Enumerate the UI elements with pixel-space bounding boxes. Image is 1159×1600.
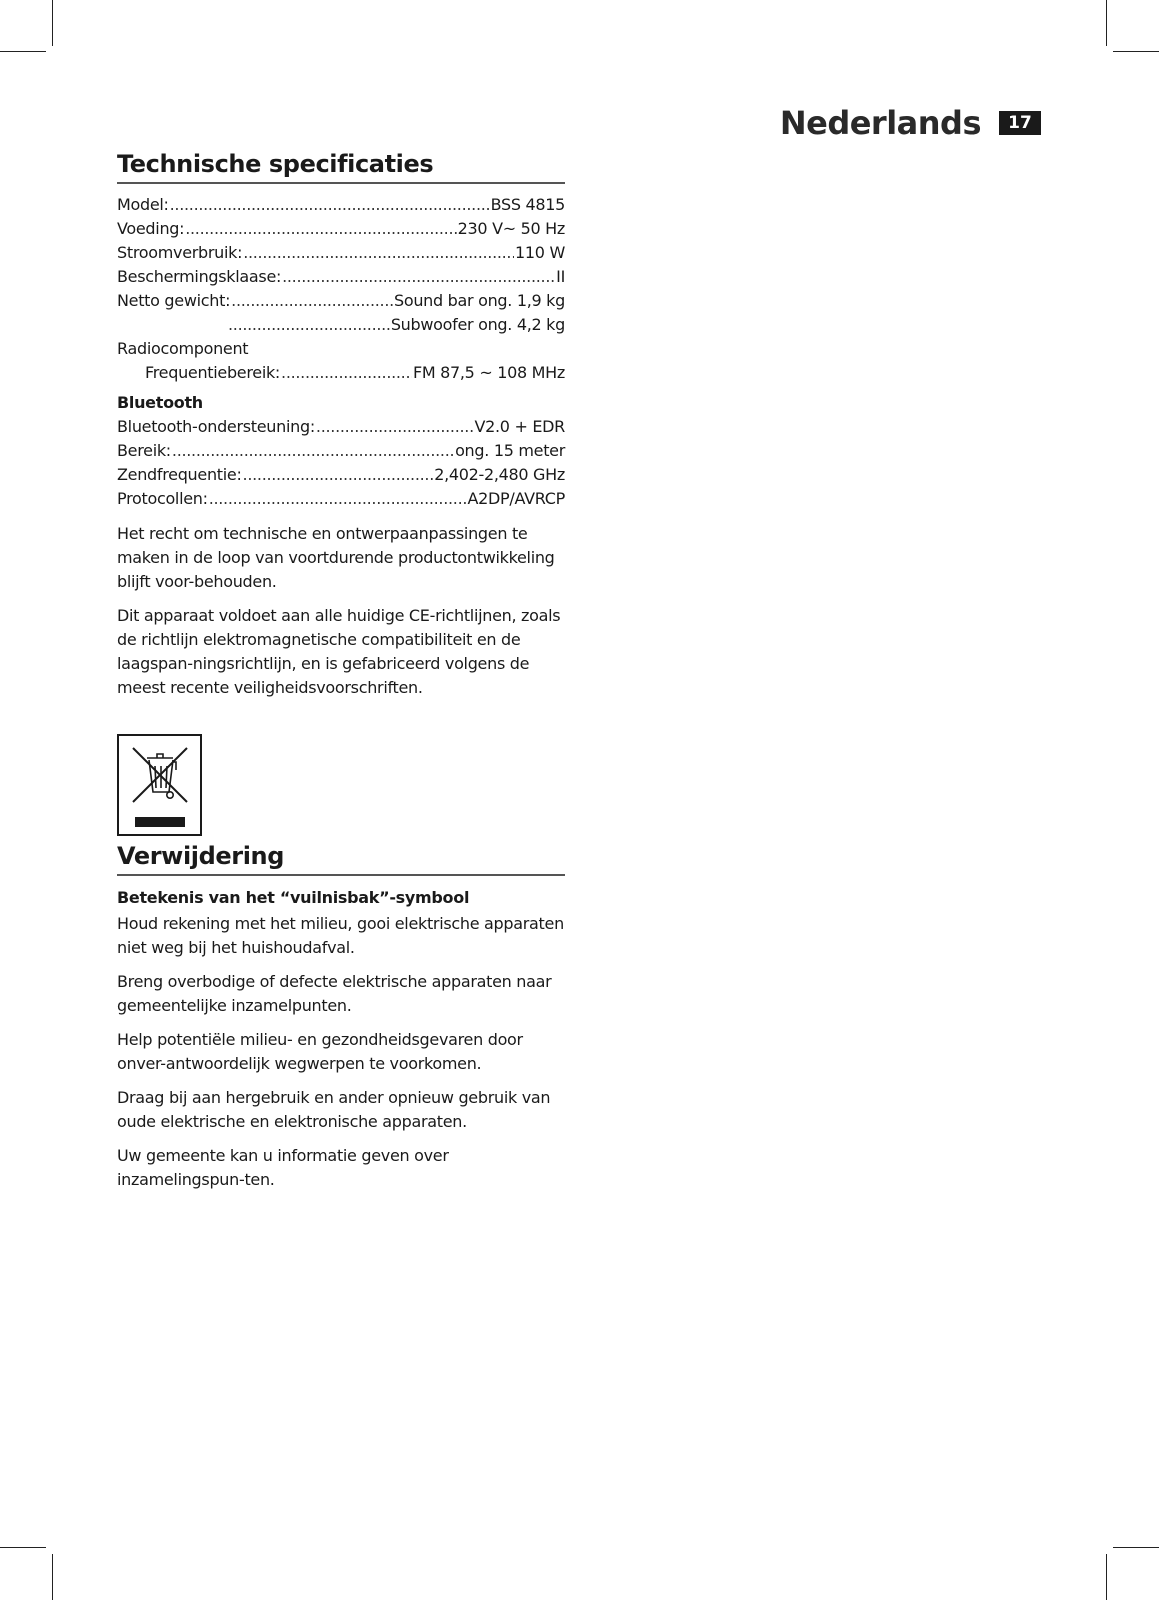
spec-row — [117, 415, 565, 439]
spec-row — [117, 265, 565, 289]
spec-value: 2,402-2,480 GHz — [434, 465, 565, 484]
spec-value: 230 V~ 50 Hz — [457, 219, 565, 238]
disposal-title: Verwijdering — [117, 842, 565, 876]
disposal-paragraph: Help potentiële milieu- en gezondheidsgevaren door onver-antwoordelijk wegwerpen te voorkomen. — [117, 1030, 523, 1073]
spec-label: Beschermingsklaase: — [117, 267, 282, 286]
spec-label: Stroomverbruik: — [117, 243, 243, 262]
spec-value: BSS 4815 — [490, 195, 565, 214]
spec-value: Sound bar ong. 1,9 kg — [393, 291, 565, 310]
spec-label: Model: — [117, 195, 169, 214]
spec-value: Subwoofer ong. 4,2 kg — [390, 315, 565, 334]
crop-mark — [1106, 1554, 1107, 1600]
ce-paragraph: Dit apparaat voldoet aan alle huidige CE-richtlijnen, zoals de richtlijn elektromagnetische compatibiliteit en de laagspan-ningsrichtlijn, en is gefabriceerd volgens de meest recente veiligheidsvoorschriften. — [117, 606, 561, 697]
spec-row — [117, 487, 565, 511]
crop-mark — [0, 51, 46, 52]
spec-row — [117, 463, 565, 487]
page-number: 17 — [999, 111, 1041, 135]
spec-note-paragraph: Het recht om technische en ontwerpaanpassingen te maken in de loop van voortdurende productontwikkeling blijft voor-behouden. — [117, 524, 555, 591]
disposal-subtitle: Betekenis van het “vuilnisbak”-symbool — [117, 888, 470, 907]
tech-specs-section — [117, 150, 565, 700]
spec-row — [117, 361, 565, 385]
spec-value: ong. 15 meter — [455, 441, 565, 460]
spec-label: Bereik: — [117, 441, 171, 460]
page-header — [780, 104, 1041, 142]
crop-mark — [0, 1547, 46, 1548]
spec-value: 110 W — [515, 243, 565, 262]
crop-mark — [1113, 1547, 1159, 1548]
spec-row — [117, 313, 565, 337]
radio-label: Radiocomponent — [117, 339, 249, 358]
spec-label: Bluetooth-ondersteuning: — [117, 417, 315, 436]
disposal-paragraph: Uw gemeente kan u informatie geven over inzamelingspun-ten. — [117, 1146, 449, 1189]
spec-label: Frequentiebereik: — [145, 363, 281, 382]
spec-value: II — [556, 267, 565, 286]
spec-value: A2DP/AVRCP — [467, 489, 565, 508]
disposal-paragraph: Breng overbodige of defecte elektrische apparaten naar gemeentelijke inzamelpunten. — [117, 972, 552, 1015]
disposal-paragraph: Draag bij aan hergebruik en ander opnieuw gebruik van oude elektrische en elektronische apparaten. — [117, 1088, 551, 1131]
disposal-section — [117, 842, 565, 1192]
bluetooth-heading: Bluetooth — [117, 393, 203, 412]
spec-value: V2.0 + EDR — [474, 417, 565, 436]
spec-row — [117, 439, 565, 463]
bin-symbol-icon — [119, 736, 200, 834]
spec-label: Voeding: — [117, 219, 185, 238]
spec-row — [117, 193, 565, 217]
language-title: Nederlands — [779, 104, 981, 142]
spec-label: Netto gewicht: — [117, 291, 231, 310]
disposal-paragraph: Houd rekening met het milieu, gooi elektrische apparaten niet weg bij het huishoudafval. — [117, 914, 564, 957]
spec-label: Protocollen: — [117, 489, 208, 508]
crop-mark — [52, 1554, 53, 1600]
spec-row — [117, 217, 565, 241]
spec-row — [117, 241, 565, 265]
spec-value: FM 87,5 ~ 108 MHz — [412, 363, 565, 382]
crop-mark — [1106, 0, 1107, 46]
spec-list — [117, 193, 565, 511]
crop-mark — [52, 0, 53, 46]
crop-mark — [1113, 51, 1159, 52]
spec-row — [117, 289, 565, 313]
spec-label: Zendfrequentie: — [117, 465, 242, 484]
tech-specs-title: Technische specificaties — [117, 150, 565, 184]
crossed-out-wheelie-bin-icon — [117, 734, 202, 836]
